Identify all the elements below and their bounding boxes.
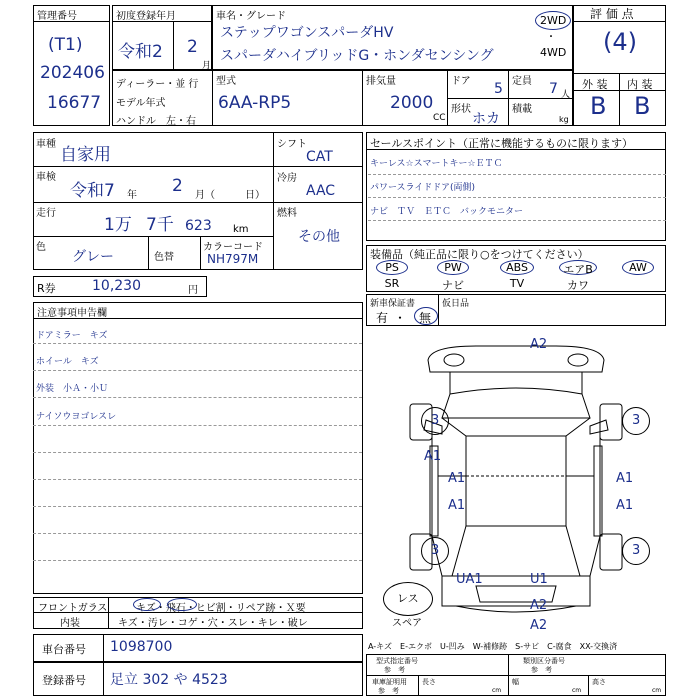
fuel-value: その他 <box>298 229 340 245</box>
recycle-value: 10,230 <box>92 278 141 294</box>
damage-fl-wheel: 3 <box>431 413 440 428</box>
sales-point-item: パワースライドドア(両側) <box>370 183 476 193</box>
color-code: NH797M <box>207 252 259 266</box>
mileage-sen: 7千 <box>146 215 174 235</box>
kanri-num2: 16677 <box>47 93 102 113</box>
aircon-value: AAC <box>306 183 336 199</box>
drive-4wd: 4WD <box>540 46 567 59</box>
sales-point-item: ナビ ＴＶ ＥＴＣ バックモニター <box>370 207 524 217</box>
shift-value: CAT <box>306 149 333 165</box>
note-item: ドアミラー キズ <box>36 331 108 341</box>
damage-fr-wheel: 3 <box>632 413 641 428</box>
note-item: ナイソウヨゴレスレ <box>36 412 117 422</box>
door-value: 5 <box>494 81 503 97</box>
damage-rl-wheel: 3 <box>431 543 440 558</box>
damage-legend: A-キズ E-エクボ U-凹み W-補修跡 S-サビ C-腐食 XX-交換済 <box>368 642 618 651</box>
damage-right-door: A1 <box>616 498 634 513</box>
damage-left-door: A1 <box>448 498 466 513</box>
type-value: 6AA-RP5 <box>218 93 292 113</box>
exterior-grade: B <box>590 92 607 120</box>
mileage-rest: 623 <box>185 218 212 234</box>
equipment-title: 装備品（純正品に限り○をつけてください） <box>370 248 589 261</box>
first-reg-era: 令和2 <box>118 42 163 62</box>
damage-rr-wheel: 3 <box>632 543 641 558</box>
kanri-num1: 202406 <box>40 63 105 83</box>
chassis-value: 1098700 <box>110 639 173 655</box>
interior-grade: B <box>634 92 651 120</box>
score-label: 評 価 点 <box>590 7 634 21</box>
notes-title: 注意事項申告欄 <box>37 308 107 319</box>
first-reg-label: 初度登録年月 <box>116 11 176 22</box>
kanri-label: 管理番号 <box>37 11 77 22</box>
sales-points-title: セールスポイント（正常に機能するものに限ります） <box>370 137 634 150</box>
interior-options: キズ・汚レ・コゲ・穴・スレ・キレ・破レ <box>118 618 308 629</box>
note-item: ホイール キズ <box>36 357 99 367</box>
capacity-value: 7 <box>549 81 558 97</box>
kizu-circle <box>133 598 161 611</box>
spare-label: スペア <box>392 618 422 629</box>
spare-handwritten: レス <box>397 592 419 605</box>
first-reg-month: 2 <box>187 37 198 57</box>
warranty-yes: 有 <box>376 311 389 325</box>
damage-rear-center: U1 <box>530 572 548 587</box>
sales-point-item: キーレス☆スマートキー☆ＥＴＣ <box>370 159 503 169</box>
shaken-era: 令和7 <box>70 181 115 201</box>
damage-front-top: A2 <box>530 337 548 352</box>
shaken-month: 2 <box>172 176 183 196</box>
car-grade: スパーダハイブリッドG・ホンダセンシング <box>220 48 494 64</box>
front-glass-options: キズ・飛石・ヒビ割・リペア跡・Ｘ要 <box>136 603 306 614</box>
mileage-man: 1万 <box>104 215 132 235</box>
drive-2wd: 2WD <box>540 14 567 27</box>
color-value: グレー <box>72 249 114 265</box>
usage-value: 自家用 <box>60 145 111 165</box>
car-name: ステップワゴンスパーダHV <box>220 25 394 41</box>
note-item: 外装 小Ａ・小Ｕ <box>36 384 109 394</box>
notes-box <box>33 302 363 594</box>
kanri-code: (T1) <box>48 35 83 55</box>
shape-value: ホカ <box>472 111 500 127</box>
damage-right-fender: A1 <box>616 471 634 486</box>
displacement-value: 2000 <box>390 93 434 113</box>
damage-left-fender: A1 <box>448 471 466 486</box>
damage-left-front-side: A1 <box>424 449 442 464</box>
name-label: 車名・グレード <box>216 11 286 22</box>
reg-value: 足立 302 や 4523 <box>110 672 228 688</box>
damage-rear-bumper: A2 <box>530 598 548 613</box>
warranty-no-circle <box>414 307 438 325</box>
warranty-no: 無 <box>419 311 432 325</box>
damage-rear-bottom: A2 <box>530 618 548 633</box>
score-value: (4) <box>603 28 637 56</box>
tobiishi-circle <box>167 598 197 611</box>
damage-rear-left: UA1 <box>456 572 483 587</box>
